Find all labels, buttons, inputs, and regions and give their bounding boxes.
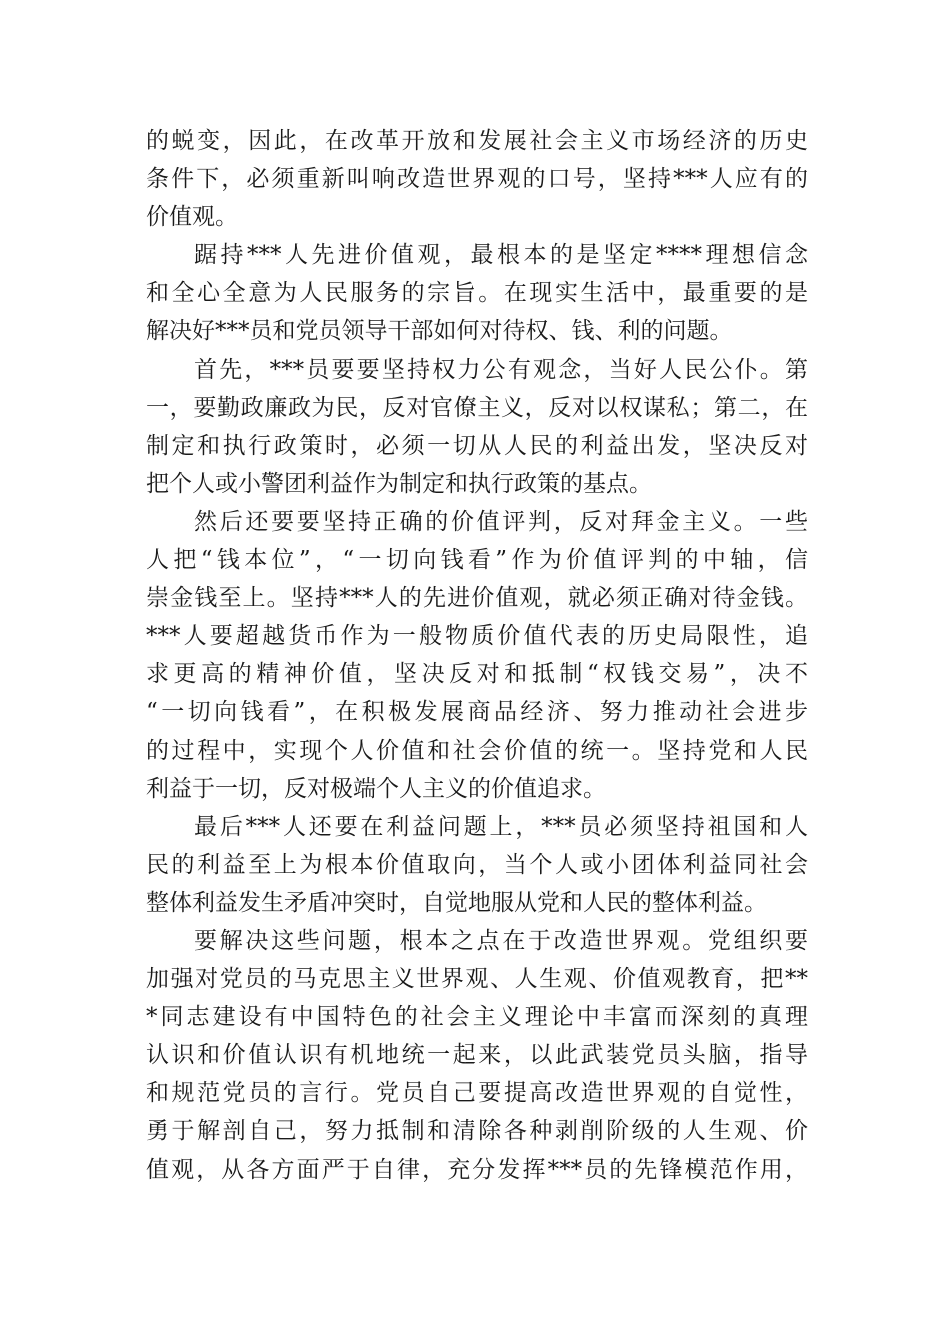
text-line: 一，要勤政廉政为民，反对官僚主义，反对以权谋私；第二，在 — [146, 394, 808, 421]
text-line: 把个人或小警团利益作为制定和执行政策的基点。 — [146, 470, 652, 497]
document-body — [146, 122, 808, 1189]
text-line: “一切向钱看”，在积极发展商品经济、努力推动社会进步 — [146, 699, 808, 726]
text-line: 求更高的精神价值，坚决反对和抵制“权钱交易”，决不 — [146, 661, 808, 688]
text-line: 值观，从各方面严于自律，充分发挥***员的先锋模范作用， — [146, 1156, 808, 1183]
text-line: 整体利益发生矛盾冲突时，自觉地服从党和人民的整体利益。 — [146, 889, 767, 916]
text-line: 勇于解剖自己，努力抵制和清除各种剥削阶级的人生观、价 — [146, 1118, 808, 1145]
text-line: 利益于一切，反对极端个人主义的价值追求。 — [146, 775, 606, 802]
text-line: 解决好***员和党员领导干部如何对待权、钱、利的问题。 — [146, 318, 733, 345]
text-line: 首先，***员要要坚持权力公有观念，当好人民公仆。第 — [194, 356, 808, 383]
text-line: 加强对党员的马克思主义世界观、人生观、价值观教育，把** — [146, 966, 808, 993]
text-line: 人把“钱本位”，“一切向钱看”作为价值评判的中轴，信 — [146, 547, 808, 574]
text-line: 制定和执行政策时，必须一切从人民的利益出发，坚决反对 — [146, 432, 808, 459]
text-line: 要解决这些问题，根本之点在于改造世界观。党组织要 — [194, 927, 808, 954]
text-line: 最后***人还要在利益问题上，***员必须坚持祖国和人 — [194, 813, 808, 840]
text-line: 的蜕变，因此，在改革开放和发展社会主义市场经济的历史 — [146, 128, 808, 154]
text-line: 条件下，必须重新叫响改造世界观的口号，坚持***人应有的 — [146, 166, 808, 193]
text-line: 的过程中，实现个人价值和社会价值的统一。坚持党和人民 — [146, 737, 808, 764]
text-line: 然后还要要坚持正确的价值评判，反对拜金主义。一些 — [194, 508, 808, 535]
text-line: 崇金钱至上。坚持***人的先进价值观，就必须正确对待金钱。 — [146, 585, 808, 612]
text-line: 踞持***人先进价值观，最根本的是坚定****理想信念 — [194, 242, 808, 269]
text-line: ***人要超越货币作为一般物质价值代表的历史局限性，追 — [146, 623, 808, 650]
text-line: 价值观。 — [146, 204, 238, 231]
text-line: 和全心全意为人民服务的宗旨。在现实生活中，最重要的是 — [146, 280, 808, 307]
text-line: 认识和价值认识有机地统一起来，以此武装党员头脑，指导 — [146, 1042, 808, 1069]
text-line: 民的利益至上为根本价值取向，当个人或小团体利益同社会 — [146, 851, 808, 878]
text-line: 和规范党员的言行。党员自己要提高改造世界观的自觉性， — [146, 1080, 808, 1107]
text-line: *同志建设有中国特色的社会主义理论中丰富而深刻的真理 — [146, 1004, 808, 1031]
